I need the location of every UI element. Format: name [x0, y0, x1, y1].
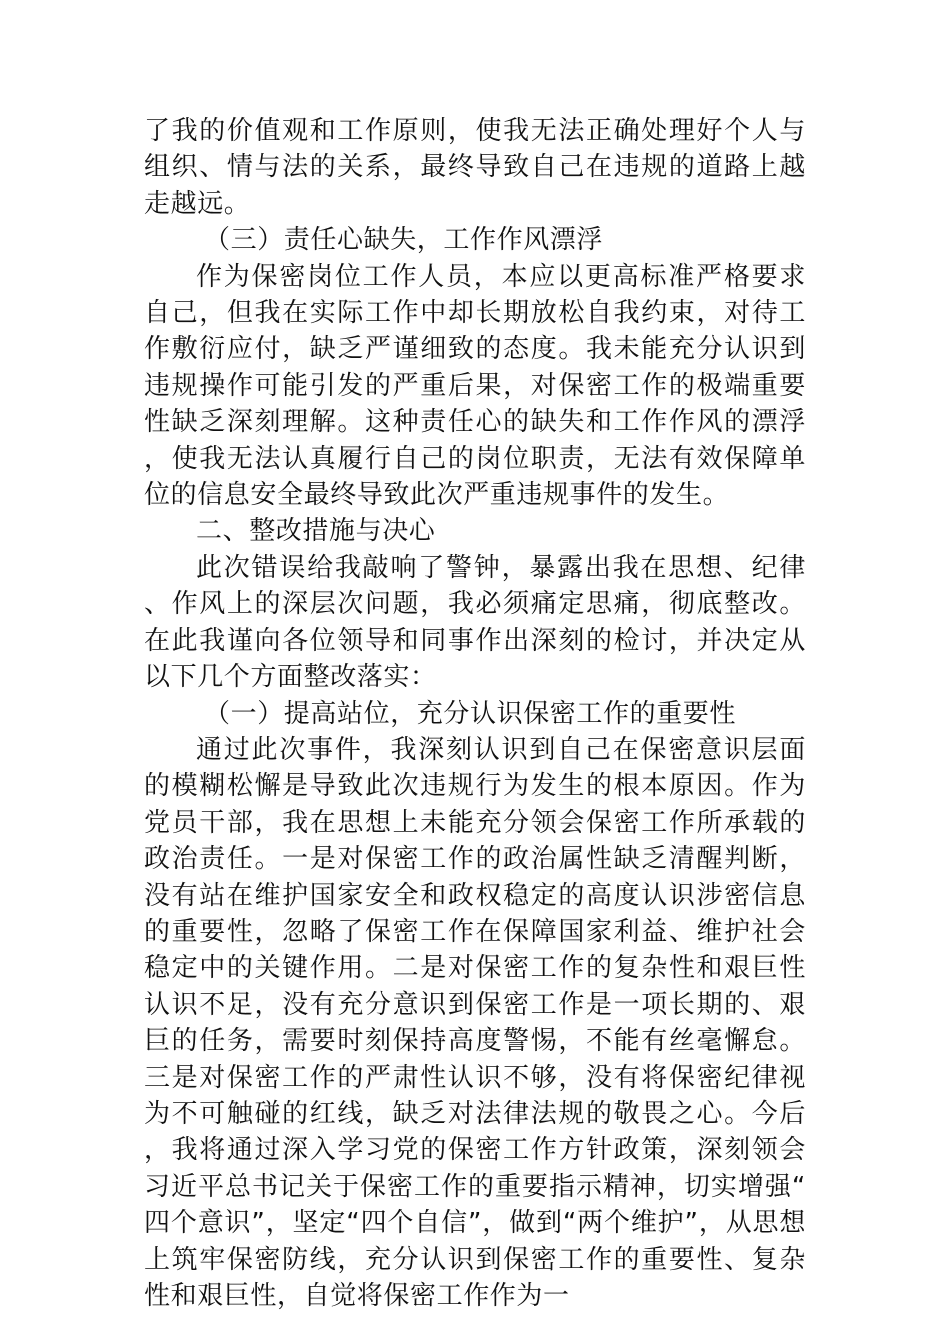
document-page: [144, 113, 806, 1314]
subheading-responsibility: （三）责任心缺失，工作作风漂浮: [204, 225, 604, 256]
paragraph-continuation: 了我的价值观和工作原则，使我无法正确处理好个人与组织、情与法的关系，最终导致自己在违规的道路上越走越远。: [144, 116, 806, 219]
subheading-awareness: （一）提高站位，充分认识保密工作的重要性: [204, 698, 737, 729]
paragraph-responsibility: 作为保密岗位工作人员，本应以更高标准严格要求自己，但我在实际工作中却长期放松自我约束，对待工作敷衍应付，缺乏严谨细致的态度。我未能充分认识到违规操作可能引发的严重后果，对保密工作的极端重要性缺乏深刻理解。这种责任心的缺失和工作作风的漂浮，使我无法认真履行自己的岗位职责，无法有效保障单位的信息安全最终导致此次严重违规事件的发生。: [144, 261, 806, 511]
paragraph-awareness: 通过此次事件，我深刻认识到自己在保密意识层面的模糊松懈是导致此次违规行为发生的根本原因。作为党员干部，我在思想上未能充分领会保密工作所承载的政治责任。一是对保密工作的政治属性缺乏清醒判断，没有站在维护国家安全和政权稳定的高度认识涉密信息的重要性，忽略了保密工作在保障国家利益、维护社会稳定中的关键作用。二是对保密工作的复杂性和艰巨性认识不足，没有充分意识到保密工作是一项长期的、艰巨的任务，需要时刻保持高度警惕，不能有丝毫懈怠。三是对保密工作的严肃性认识不够，没有将保密纪律视为不可触碰的红线，缺乏对法律法规的敬畏之心。今后，我将通过深入学习党的保密工作方针政策，深刻领会习近平总书记关于保密工作的重要指示精神，切实增强“四个意识”，坚定“四个自信”，做到“两个维护”，从思想上筑牢保密防线，充分认识到保密工作的重要性、复杂性和艰巨性，自觉将保密工作作为一: [144, 734, 806, 1311]
paragraph-rectification-intro: 此次错误给我敲响了警钟，暴露出我在思想、纪律、作风上的深层次问题，我必须痛定思痛，彻底整改。在此我谨向各位领导和同事作出深刻的检讨，并决定从以下几个方面整改落实：: [144, 552, 806, 693]
section-heading-rectification: 二、整改措施与决心: [196, 516, 436, 547]
